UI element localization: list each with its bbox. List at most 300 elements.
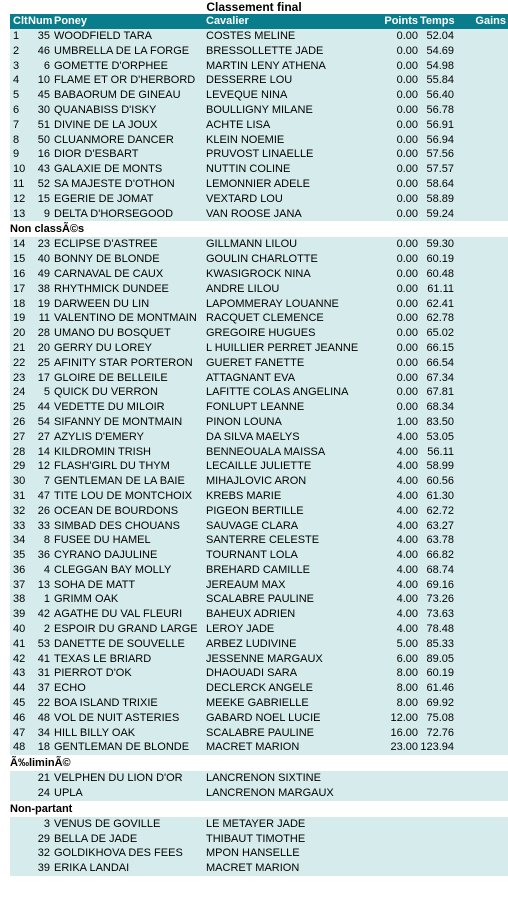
cell-poney: GRIMM OAK <box>54 593 119 606</box>
cell-num: 16 <box>37 148 50 161</box>
section-label: Ã‰liminÃ© <box>10 755 508 771</box>
cell-temps: 57.57 <box>426 163 454 176</box>
cell-temps <box>420 846 458 861</box>
table-row <box>10 548 508 563</box>
cell-poney: CARNAVAL DE CAUX <box>54 267 164 280</box>
table-row <box>10 861 508 876</box>
table-row <box>10 592 508 607</box>
cell-gains <box>458 311 506 326</box>
cell-num: 27 <box>37 430 50 443</box>
table-row <box>10 177 508 192</box>
cell-gains <box>458 341 506 356</box>
cell-gains <box>458 415 506 430</box>
table-row <box>10 445 508 460</box>
cell-clt <box>10 771 28 786</box>
section-label: Non-partant <box>10 801 508 817</box>
table-header <box>10 14 508 29</box>
cell-poney: ECHO <box>54 682 86 695</box>
cell-poney: BONNY DE BLONDE <box>54 253 160 266</box>
cell-clt: 20 <box>13 327 26 340</box>
cell-num: 42 <box>37 608 50 621</box>
table-row <box>10 771 508 786</box>
cell-num: 34 <box>37 726 50 739</box>
cell-clt: 23 <box>13 371 26 384</box>
cell-gains <box>458 519 506 534</box>
cell-gains <box>458 162 506 177</box>
cell-gains <box>458 846 506 861</box>
cell-poney: SIFANNY DE MONTMAIN <box>54 415 183 428</box>
cell-num: 4 <box>43 563 50 576</box>
table-row <box>10 740 508 755</box>
cell-num: 3 <box>43 817 50 830</box>
cell-poney: ERIKA LANDAI <box>54 862 130 875</box>
cell-num: 22 <box>37 697 50 710</box>
cell-temps: 59.24 <box>426 207 454 220</box>
cell-cavalier: LEROY JADE <box>206 623 275 636</box>
cell-gains <box>458 832 506 847</box>
cell-points: 8.00 <box>396 697 418 710</box>
cell-poney: AFINITY STAR PORTERON <box>54 356 193 369</box>
cell-cavalier: GUERET FANETTE <box>206 356 305 369</box>
table-row <box>10 133 508 148</box>
cell-temps: 52.04 <box>426 30 454 42</box>
cell-gains <box>458 711 506 726</box>
table-row <box>10 533 508 548</box>
cell-num: 9 <box>43 207 50 220</box>
cell-temps: 63.78 <box>426 534 454 547</box>
cell-temps: 67.34 <box>426 371 454 384</box>
cell-clt: 26 <box>13 415 26 428</box>
cell-points: 0.00 <box>396 356 418 369</box>
cell-temps: 54.98 <box>426 59 454 72</box>
cell-points <box>372 817 420 832</box>
cell-temps: 61.30 <box>426 489 454 502</box>
cell-clt: 13 <box>13 207 26 220</box>
cell-gains <box>458 445 506 460</box>
table-row <box>10 504 508 519</box>
cell-clt: 29 <box>13 460 26 473</box>
cell-num: 8 <box>43 534 50 547</box>
cell-cavalier: LEMONNIER ADELE <box>206 177 310 190</box>
cell-temps <box>420 771 458 786</box>
cell-points: 23.00 <box>390 741 418 754</box>
table-row <box>10 326 508 341</box>
table-row <box>10 282 508 297</box>
cell-temps: 66.15 <box>426 341 454 354</box>
cell-poney: GOLDIKHOVA DES FEES <box>54 847 183 860</box>
header-gains: Gains <box>475 15 506 27</box>
cell-poney: UMBRELLA DE LA FORGE <box>54 44 190 57</box>
cell-num: 51 <box>37 118 50 131</box>
cell-poney: TITE LOU DE MONTCHOIX <box>54 489 193 502</box>
cell-gains <box>458 817 506 832</box>
cell-cavalier: BREHARD CAMILLE <box>206 563 310 576</box>
cell-points: 8.00 <box>396 667 418 680</box>
cell-gains <box>458 430 506 445</box>
cell-num: 7 <box>43 475 50 488</box>
cell-points: 4.00 <box>396 549 418 562</box>
cell-num: 23 <box>37 238 50 251</box>
cell-gains <box>458 118 506 133</box>
cell-poney: SOHA DE MATT <box>54 578 136 591</box>
cell-cavalier: PINON LOUNA <box>206 415 282 428</box>
cell-cavalier: GILLMANN LILOU <box>206 238 298 251</box>
cell-gains <box>458 474 506 489</box>
cell-points: 4.00 <box>396 608 418 621</box>
cell-gains <box>458 59 506 74</box>
cell-clt: 39 <box>13 608 26 621</box>
cell-num: 53 <box>37 637 50 650</box>
cell-cavalier: PIGEON BERTILLE <box>206 504 304 517</box>
cell-temps: 56.40 <box>426 89 454 102</box>
cell-num: 21 <box>37 772 50 785</box>
cell-temps: 75.08 <box>426 711 454 724</box>
cell-points: 0.00 <box>396 386 418 399</box>
table-row <box>10 252 508 267</box>
cell-points: 0.00 <box>396 89 418 102</box>
cell-clt: 4 <box>13 74 20 87</box>
cell-num: 17 <box>37 371 50 384</box>
cell-points: 4.00 <box>396 430 418 443</box>
table-row <box>10 400 508 415</box>
cell-num: 52 <box>37 177 50 190</box>
cell-num: 32 <box>37 847 50 860</box>
cell-gains <box>458 861 506 876</box>
cell-gains <box>458 622 506 637</box>
cell-cavalier: BOULLIGNY MILANE <box>206 103 313 116</box>
cell-temps: 58.89 <box>426 192 454 205</box>
cell-cavalier: ATTAGNANT EVA <box>206 371 296 384</box>
cell-temps: 60.19 <box>426 253 454 266</box>
cell-num: 29 <box>37 832 50 845</box>
cell-points: 4.00 <box>396 563 418 576</box>
cell-num: 1 <box>43 593 50 606</box>
cell-poney: SIMBAD DES CHOUANS <box>54 519 180 532</box>
table-row <box>10 786 508 801</box>
table-row <box>10 622 508 637</box>
cell-cavalier: JESSENNE MARGAUX <box>206 652 323 665</box>
cell-temps: 73.26 <box>426 593 454 606</box>
cell-poney: VALENTINO DE MONTMAIN <box>54 312 197 325</box>
cell-clt: 11 <box>13 177 25 190</box>
table-row <box>10 637 508 652</box>
cell-temps: 68.34 <box>426 401 454 414</box>
cell-temps: 62.41 <box>426 297 454 310</box>
cell-gains <box>458 73 506 88</box>
cell-gains <box>458 237 506 252</box>
cell-points: 0.00 <box>396 148 418 161</box>
cell-points: 0.00 <box>396 59 418 72</box>
cell-temps: 58.99 <box>426 460 454 473</box>
cell-clt: 25 <box>13 401 26 414</box>
cell-poney: DARWEEN DU LIN <box>54 297 150 310</box>
cell-num: 39 <box>37 862 50 875</box>
cell-points <box>372 786 420 801</box>
cell-clt: 36 <box>13 563 26 576</box>
cell-clt: 7 <box>13 118 20 131</box>
cell-clt: 31 <box>13 489 26 502</box>
table-row <box>10 371 508 386</box>
cell-gains <box>458 44 506 59</box>
cell-num: 38 <box>37 282 50 295</box>
table-row <box>10 607 508 622</box>
cell-poney: TEXAS LE BRIARD <box>54 652 152 665</box>
cell-poney: GLOIRE DE BELLEILE <box>54 371 168 384</box>
cell-cavalier: SAUVAGE CLARA <box>206 519 299 532</box>
cell-temps: 68.74 <box>426 563 454 576</box>
table-row <box>10 519 508 534</box>
cell-temps: 69.16 <box>426 578 454 591</box>
cell-num: 54 <box>37 415 50 428</box>
cell-points: 0.00 <box>396 401 418 414</box>
cell-num: 35 <box>37 30 50 42</box>
cell-num: 49 <box>37 267 50 280</box>
cell-cavalier: DECLERCK ANGELE <box>206 682 313 695</box>
cell-poney: SA MAJESTE D'OTHON <box>54 177 175 190</box>
cell-num: 50 <box>37 133 50 146</box>
cell-points: 0.00 <box>396 282 418 295</box>
cell-clt: 15 <box>13 253 26 266</box>
cell-temps: 67.81 <box>426 386 454 399</box>
cell-points: 0.00 <box>396 44 418 57</box>
cell-points: 4.00 <box>396 623 418 636</box>
cell-num: 12 <box>37 460 50 473</box>
cell-points: 0.00 <box>396 192 418 205</box>
cell-poney: GENTLEMAN DE BLONDE <box>54 741 190 754</box>
cell-poney: BOA ISLAND TRIXIE <box>54 697 158 710</box>
header-num: Num <box>28 15 53 27</box>
cell-cavalier: DA SILVA MAELYS <box>206 430 300 443</box>
table-row <box>10 474 508 489</box>
cell-clt: 27 <box>13 430 26 443</box>
cell-gains <box>458 726 506 741</box>
cell-temps: 58.64 <box>426 177 454 190</box>
cell-poney: GALAXIE DE MONTS <box>54 163 163 176</box>
cell-temps: 61.11 <box>427 282 454 295</box>
table-row <box>10 711 508 726</box>
cell-gains <box>458 592 506 607</box>
cell-poney: QUANABISS D'ISKY <box>54 103 157 116</box>
cell-gains <box>458 177 506 192</box>
cell-num: 28 <box>37 327 50 340</box>
cell-clt: 6 <box>13 103 20 116</box>
cell-poney: UPLA <box>54 787 83 800</box>
cell-gains <box>458 771 506 786</box>
cell-cavalier: SCALABRE PAULINE <box>206 593 315 606</box>
table-row <box>10 578 508 593</box>
cell-cavalier: LAFITTE COLAS ANGELINA <box>206 386 349 399</box>
cell-temps: 60.19 <box>426 667 454 680</box>
cell-num: 24 <box>37 787 50 800</box>
cell-temps: 56.94 <box>426 133 454 146</box>
cell-clt: 10 <box>13 163 26 176</box>
header-cavalier: Cavalier <box>206 15 249 27</box>
cell-clt: 41 <box>13 637 26 650</box>
cell-gains <box>458 607 506 622</box>
cell-num: 20 <box>37 341 50 354</box>
cell-gains <box>458 326 506 341</box>
table-row <box>10 430 508 445</box>
cell-num: 19 <box>37 297 50 310</box>
cell-points: 6.00 <box>396 652 418 665</box>
cell-gains <box>458 356 506 371</box>
cell-clt: 28 <box>13 445 26 458</box>
cell-poney: QUICK DU VERRON <box>54 386 158 399</box>
cell-cavalier: LANCRENON SIXTINE <box>206 772 321 785</box>
cell-clt <box>10 786 28 801</box>
cell-num: 13 <box>37 578 50 591</box>
table-row <box>10 147 508 162</box>
cell-points: 4.00 <box>396 593 418 606</box>
header-clt: Clt <box>13 15 28 27</box>
cell-clt: 44 <box>13 682 26 695</box>
cell-points <box>372 832 420 847</box>
cell-clt: 24 <box>13 386 26 399</box>
cell-clt: 12 <box>13 192 26 205</box>
cell-points: 4.00 <box>396 445 418 458</box>
cell-gains <box>458 29 506 44</box>
cell-poney: BELLA DE JADE <box>54 832 138 845</box>
cell-num: 33 <box>37 519 50 532</box>
results-table <box>0 29 508 876</box>
cell-points: 0.00 <box>396 163 418 176</box>
table-row <box>10 563 508 578</box>
cell-gains <box>458 637 506 652</box>
cell-gains <box>458 133 506 148</box>
cell-poney: DANETTE DE SOUVELLE <box>54 637 185 650</box>
cell-clt: 43 <box>13 667 26 680</box>
cell-temps: 62.78 <box>426 312 454 325</box>
cell-temps: 62.72 <box>426 504 454 517</box>
cell-num: 10 <box>37 74 50 87</box>
table-row <box>10 59 508 74</box>
cell-clt: 48 <box>13 741 26 754</box>
cell-temps: 78.48 <box>426 623 454 636</box>
cell-num: 44 <box>37 401 50 414</box>
cell-cavalier: DESSERRE LOU <box>206 74 293 87</box>
table-row <box>10 832 508 847</box>
header-points: Points <box>384 15 418 27</box>
cell-clt <box>10 861 28 876</box>
cell-gains <box>458 696 506 711</box>
cell-num: 26 <box>37 504 50 517</box>
cell-poney: GOMETTE D'ORPHEE <box>54 59 168 72</box>
cell-poney: VOL DE NUIT ASTERIES <box>54 711 180 724</box>
cell-poney: DIOR D'ESBART <box>54 148 139 161</box>
table-row <box>10 666 508 681</box>
cell-temps: 123.94 <box>420 741 454 754</box>
cell-gains <box>458 489 506 504</box>
cell-poney: CLEGGAN BAY MOLLY <box>54 563 172 576</box>
table-row <box>10 44 508 59</box>
cell-temps: 55.84 <box>426 74 454 87</box>
cell-poney: ECLIPSE D'ASTREE <box>54 238 158 251</box>
table-row <box>10 652 508 667</box>
cell-cavalier: PRUVOST LINAELLE <box>206 148 314 161</box>
cell-temps: 60.48 <box>426 267 454 280</box>
cell-num: 18 <box>37 741 50 754</box>
cell-temps: 54.69 <box>426 44 454 57</box>
cell-clt: 2 <box>13 44 20 57</box>
cell-cavalier: COSTES MELINE <box>206 30 296 42</box>
cell-poney: AGATHE DU VAL FLEURI <box>54 608 183 621</box>
cell-points: 8.00 <box>396 682 418 695</box>
cell-points: 12.00 <box>390 711 418 724</box>
cell-clt: 14 <box>13 238 26 251</box>
cell-num: 14 <box>37 445 50 458</box>
cell-gains <box>458 207 506 222</box>
cell-poney: DIVINE DE LA JOUX <box>54 118 158 131</box>
cell-clt: 47 <box>13 726 26 739</box>
cell-clt: 33 <box>13 519 26 532</box>
cell-poney: VEDETTE DU MILOIR <box>54 401 165 414</box>
cell-cavalier: GREGOIRE HUGUES <box>206 327 316 340</box>
cell-points: 0.00 <box>396 297 418 310</box>
cell-num: 36 <box>37 549 50 562</box>
cell-clt: 17 <box>13 282 26 295</box>
cell-cavalier: L HUILLIER PERRET JEANNE <box>206 341 359 354</box>
cell-cavalier: JEREAUM MAX <box>206 578 286 591</box>
cell-gains <box>458 666 506 681</box>
cell-poney: ESPOIR DU GRAND LARGE <box>54 623 198 636</box>
cell-cavalier: MPON HANSELLE <box>206 847 300 860</box>
cell-clt: 30 <box>13 475 26 488</box>
table-row <box>10 73 508 88</box>
cell-cavalier: NUTTIN COLINE <box>206 163 291 176</box>
cell-points: 4.00 <box>396 534 418 547</box>
table-row <box>10 356 508 371</box>
cell-gains <box>458 533 506 548</box>
cell-cavalier: FONLUPT LEANNE <box>206 401 305 414</box>
cell-num: 15 <box>37 192 50 205</box>
cell-temps: 59.30 <box>426 238 454 251</box>
cell-points: 4.00 <box>396 460 418 473</box>
cell-points: 0.00 <box>396 267 418 280</box>
table-row <box>10 297 508 312</box>
cell-num: 2 <box>43 623 50 636</box>
table-row <box>10 237 508 252</box>
cell-points: 0.00 <box>396 312 418 325</box>
cell-cavalier: KLEIN NOEMIE <box>206 133 285 146</box>
cell-poney: HILL BILLY OAK <box>54 726 136 739</box>
cell-num: 47 <box>37 489 50 502</box>
table-row <box>10 341 508 356</box>
cell-cavalier: LECAILLE JULIETTE <box>206 460 312 473</box>
cell-clt: 46 <box>13 711 26 724</box>
cell-cavalier: KWASIGROCK NINA <box>206 267 311 280</box>
cell-num: 11 <box>38 312 50 325</box>
page-title: Classement final <box>206 0 302 14</box>
cell-points: 0.00 <box>396 238 418 251</box>
cell-points: 4.00 <box>396 475 418 488</box>
cell-num: 5 <box>43 386 50 399</box>
cell-num: 40 <box>37 253 50 266</box>
cell-temps <box>420 832 458 847</box>
cell-temps: 60.56 <box>426 475 454 488</box>
cell-clt: 22 <box>13 356 26 369</box>
cell-clt: 3 <box>13 59 20 72</box>
cell-points: 4.00 <box>396 489 418 502</box>
cell-num: 37 <box>37 682 50 695</box>
cell-clt: 5 <box>13 89 20 102</box>
cell-gains <box>458 681 506 696</box>
cell-clt: 18 <box>13 297 26 310</box>
cell-temps: 56.78 <box>426 103 454 116</box>
cell-gains <box>458 385 506 400</box>
cell-temps: 56.91 <box>426 118 454 131</box>
cell-num: 45 <box>37 89 50 102</box>
table-row <box>10 696 508 711</box>
